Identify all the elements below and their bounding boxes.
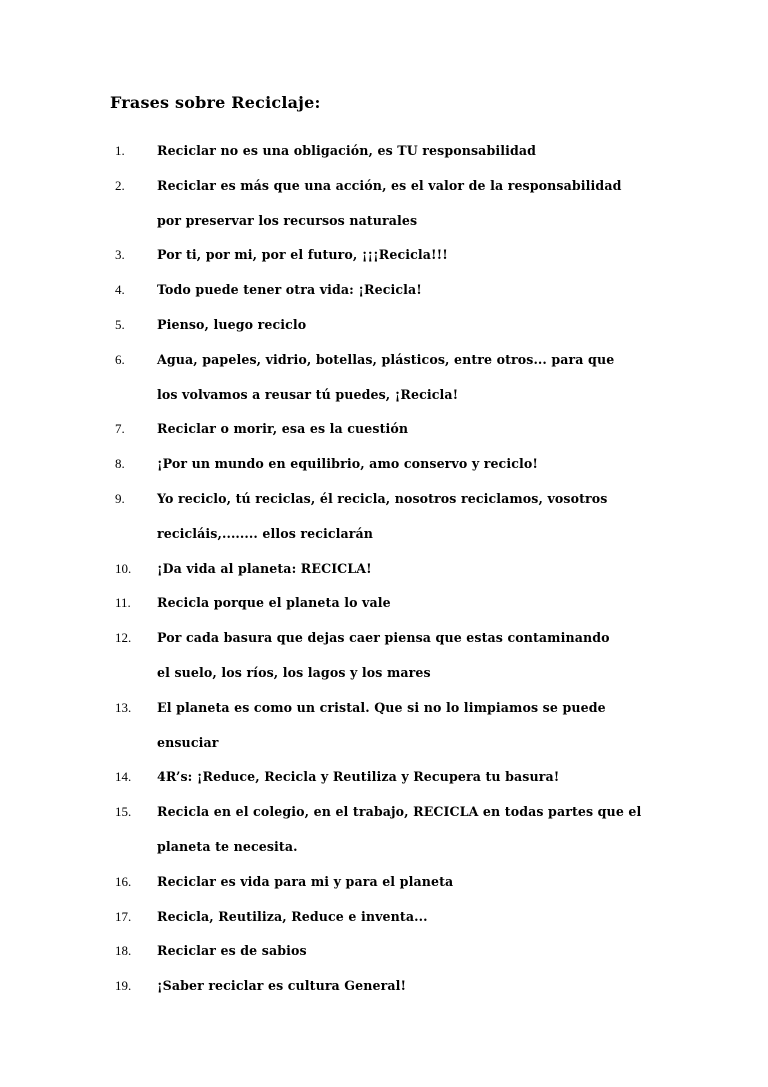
list-item-text: ¡Por un mundo en equilibrio, amo conservo y reciclo! <box>157 456 538 471</box>
list-item-text: ensuciar <box>157 735 219 750</box>
list-item-text: Recicla, Reutiliza, Reduce e inventa... <box>157 909 428 924</box>
list-item-number: 8. <box>115 456 125 471</box>
list-item-text: Recicla porque el planeta lo vale <box>157 595 391 610</box>
list-item-number: 14. <box>115 769 132 784</box>
list-item-number: 11. <box>115 595 131 610</box>
document-title: Frases sobre Reciclaje: <box>110 93 321 112</box>
list-item-number: 12. <box>115 630 132 645</box>
list-item-text: Reciclar es vida para mi y para el planeta <box>157 874 454 889</box>
list-item-text: ¡Saber reciclar es cultura General! <box>157 978 407 993</box>
list-item-number: 16. <box>115 874 132 889</box>
list-item-text: Recicla en el colegio, en el trabajo, RECICLA en todas partes que el <box>157 804 642 819</box>
list-item-number: 10. <box>115 561 132 576</box>
list-item-text: recicláis,........ ellos reciclarán <box>157 526 374 541</box>
list-item-text: el suelo, los ríos, los lagos y los mares <box>157 665 431 680</box>
list-item-number: 17. <box>115 909 132 924</box>
list-item-text: Yo reciclo, tú reciclas, él recicla, nosotros reciclamos, vosotros <box>157 491 608 506</box>
list-item-number: 15. <box>115 804 132 819</box>
list-item-text: Reciclar no es una obligación, es TU responsabilidad <box>157 143 537 158</box>
list-item-number: 9. <box>115 491 125 506</box>
list-item-number: 1. <box>115 143 125 158</box>
list-item-text: ¡Da vida al planeta: RECICLA! <box>157 561 372 576</box>
list-item-number: 6. <box>115 352 125 367</box>
list-item-text: planeta te necesita. <box>157 839 298 854</box>
list-item-text: Pienso, luego reciclo <box>157 317 307 332</box>
list-item-text: Agua, papeles, vidrio, botellas, plásticos, entre otros... para que <box>157 352 615 367</box>
list-item-text: Por ti, por mi, por el futuro, ¡¡¡Recicla!!! <box>157 247 448 262</box>
list-item-text: Todo puede tener otra vida: ¡Recicla! <box>157 282 422 297</box>
list-item-number: 3. <box>115 247 125 262</box>
list-item-number: 5. <box>115 317 125 332</box>
list-item-number: 4. <box>115 282 125 297</box>
list-item-text: El planeta es como un cristal. Que si no lo limpiamos se puede <box>157 700 606 715</box>
list-item-number: 2. <box>115 178 125 193</box>
list-item-number: 19. <box>115 978 132 993</box>
list-item-number: 13. <box>115 700 132 715</box>
list-item-text: 4R’s: ¡Reduce, Recicla y Reutiliza y Recupera tu basura! <box>157 769 560 784</box>
list-item-text: Por cada basura que dejas caer piensa que estas contaminando <box>157 630 610 645</box>
list-item-text: los volvamos a reusar tú puedes, ¡Recicla! <box>157 387 459 402</box>
list-item-text: Reciclar o morir, esa es la cuestión <box>157 421 409 436</box>
list-item-text: Reciclar es de sabios <box>157 943 307 958</box>
list-item-number: 7. <box>115 421 125 436</box>
list-item-number: 18. <box>115 943 132 958</box>
list-item-text: por preservar los recursos naturales <box>157 213 418 228</box>
list-item-text: Reciclar es más que una acción, es el valor de la responsabilidad <box>157 178 622 193</box>
